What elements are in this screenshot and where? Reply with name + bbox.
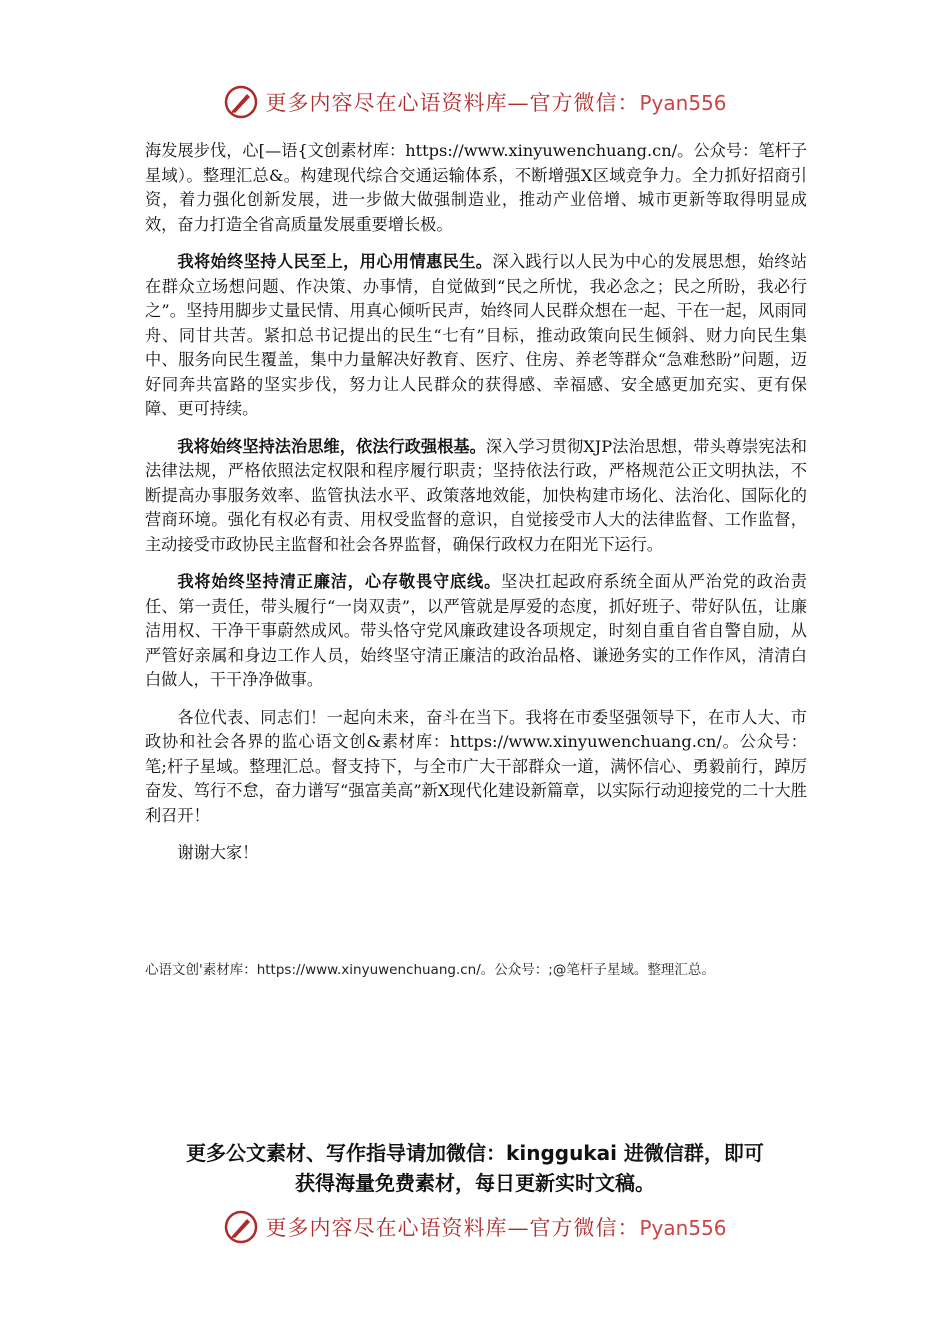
pen-circle-logo-icon — [223, 84, 259, 120]
paragraph-lead: 我将始终坚持人民至上，用心用情惠民生。 — [177, 252, 493, 271]
promo-line-2: 获得海量免费素材，每日更新实时文稿。 — [295, 1171, 655, 1195]
promo-line-1: 更多公文素材、写作指导请加微信：kinggukai 进微信群，即可 — [186, 1141, 764, 1165]
paragraph-lead: 我将始终坚持法治思维，依法行政强根基。 — [177, 436, 486, 456]
banner-text: 更多内容尽在心语资料库—官方微信：Pyan556 — [265, 1216, 727, 1240]
paragraph: 我将始终坚持人民至上，用心用情惠民生。深入践行以人民为中心的发展思想，始终站在群众立场想问题、作决策、办事情，自觉做到“民之所忧，我必念之；民之所盼，我必行之”。坚持用脚步丈量民情、用真心倾听民声，始终同人民群众想在一起、干在一起，风雨同舟、同甘共苦。紧扣总书记提出的民生“七有”目标，推动政策向民生倾斜、财力向民生集中、服务向民生覆盖，集中力量解决好教育、医疗、住房、养老等群众“急难愁盼”问题，迈好同奔共富路的坚实步伐，努力让人民群众的获得感、幸福感、安全感更加充实、更有保障、更可持续。 — [145, 252, 807, 418]
source-note: 心语文创'素材库：https://www.xinyuwenchuang.cn/。公众号：;@笔杆子星域。整理汇总。 — [145, 962, 715, 978]
paragraph: 我将始终坚持清正廉洁，心存敬畏守底线。坚决扛起政府系统全面从严治党的政治责任、第一责任，带头履行“一岗双责”，以严管就是厚爱的态度，抓好班子、带好队伍，让廉洁用权、干净干事蔚然成风。带头恪守党风廉政建设各项规定，时刻自重自省自警自励，从严管好亲属和身边工作人员，始终坚守清正廉洁的政治品格、谦逊务实的工作作风，清清白白做人，干干净净做事。 — [145, 572, 807, 689]
footer-banner — [0, 1205, 950, 1249]
header-banner — [0, 80, 950, 124]
banner-text: 更多内容尽在心语资料库—官方微信：Pyan556 — [265, 91, 727, 115]
paragraph: 海发展步伐，心[—语{文创素材库：https://www.xinyuwenchuang.cn/。公众号：笔杆子星域）。整理汇总&。构建现代综合交通运输体系，不断增强X区域竞争力。全力抓好招商引资，着力强化创新发展，进一步做大做强制造业，推动产业倍增、城市更新等取得明显成效，奋力打造全省高质量发展重要增长极。 — [145, 141, 807, 234]
closing-line: 谢谢大家！ — [177, 843, 259, 862]
paragraph: 我将始终坚持法治思维，依法行政强根基。深入学习贯彻XJP法治思想，带头尊崇宪法和法律法规，严格依照法定权限和程序履行职责；坚持依法行政，严格规范公正文明执法，不断提高办事服务效率、监管执法水平、政策落地效能，加快构建市场化、法治化、国际化的营商环境。强化有权必有责、用权受监督的意识，自觉接受市人大的法律监督、工作监督，主动接受市政协民主监督和社会各界监督，确保行政权力在阳光下运行。 — [145, 436, 807, 554]
paragraph: 各位代表、同志们！一起向未来，奋斗在当下。我将在市委坚强领导下，在市人大、市政协和社会各界的监心语文创&素材库：https://www.xinyuwenchuang.cn/。公众号：笔;杆子星域。整理汇总。督支持下，与全市广大干部群众一道，满怀信心、勇毅前行，踔厉奋发、笃行不怠，奋力谱写“强富美高”新X现代化建设新篇章，以实际行动迎接党的二十大胜利召开！ — [145, 707, 807, 825]
banner-wechat-id: Pyan556 — [639, 1216, 727, 1240]
promo-text — [0, 1138, 950, 1198]
pen-circle-logo-icon — [223, 1209, 259, 1245]
banner-wechat-id: Pyan556 — [639, 91, 727, 115]
document-body — [145, 139, 807, 879]
paragraph-lead: 我将始终坚持清正廉洁，心存敬畏守底线。 — [177, 572, 502, 591]
